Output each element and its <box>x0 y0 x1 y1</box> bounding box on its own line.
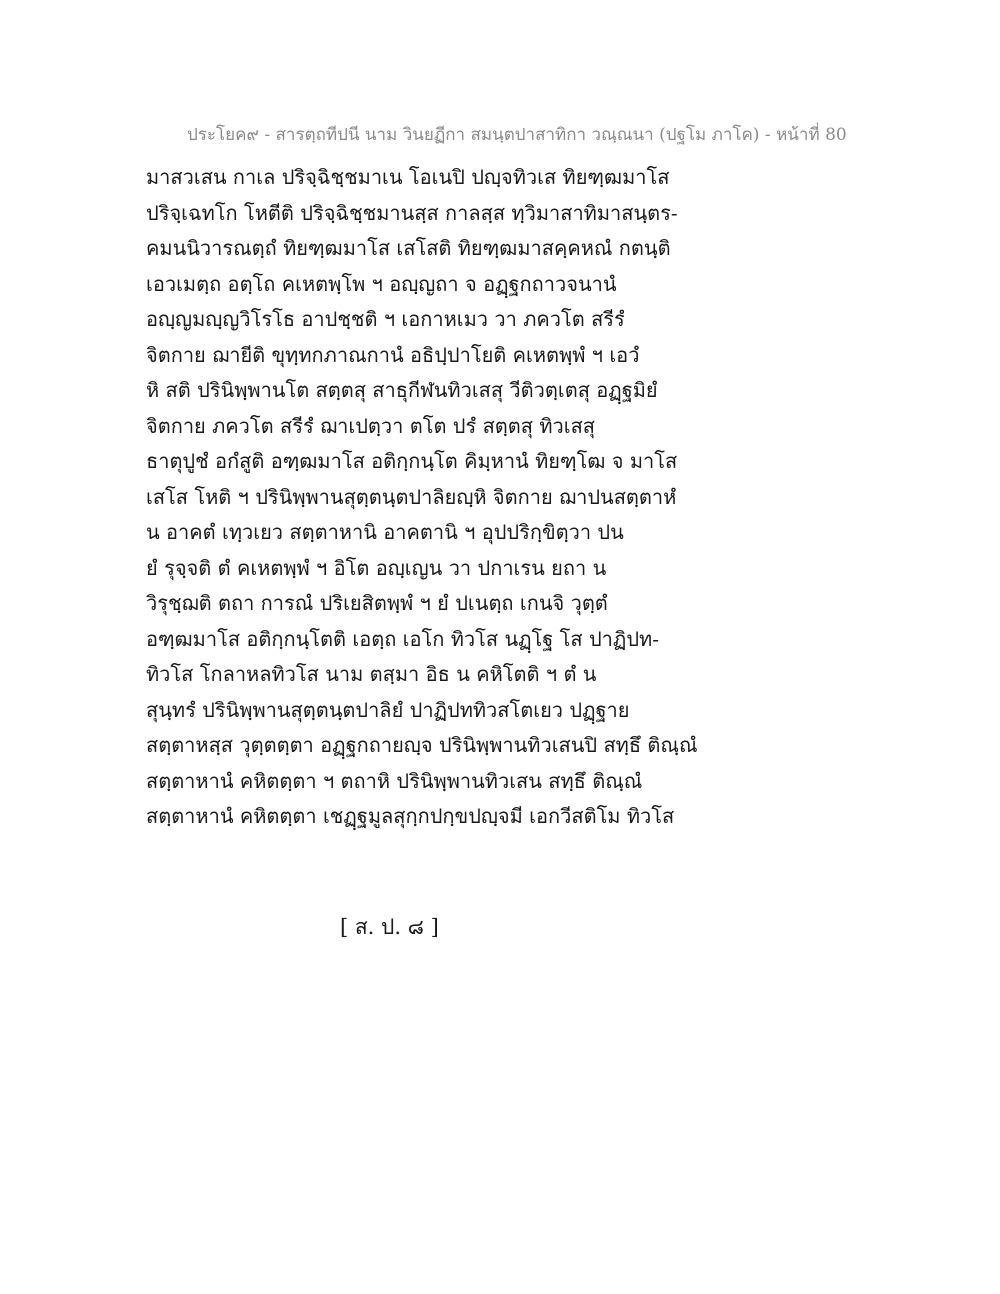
text-line: จิตกาย ฌายีติ ขุทฺทกภาณกานํ อธิปฺปาโยติ คเหตพฺพํ ฯ เอวํ <box>146 342 640 367</box>
text-line: สตฺตาหสฺส วุตฺตตฺตา อฏฺฐกถายญฺจ ปรินิพฺพานทิวเสนปิ สทฺธึ ติณฺณํ <box>146 733 698 757</box>
text-line: สตฺตาหานํ คหิตตฺตา เชฏฺฐมูลสุกฺกปกฺขปญฺจมี เอกวีสติโม ทิวโส <box>146 804 675 828</box>
text-line: เอวเมตฺถ อตฺโถ คเหตพฺโพ ฯ อญฺญถา จ อฏฺฐกถาวจนานํ <box>146 271 617 296</box>
text-line: สุนฺทรํ ปรินิพฺพานสุตฺตนฺตปาลิยํ ปาฏิปททิวสโตเยว ปฏฺฐาย <box>146 697 630 722</box>
text-line: วิรุชฺฌติ ตถา การณํ ปริเยสิตพฺพํ ฯ ยํ ปเนตฺถ เกนจิ วุตฺตํ <box>146 591 608 615</box>
text-line: ธาตุปูชํ อกํสูติ อฑฺฒมาโส อติกฺกนฺโต คิมฺหานํ ทิยฑฺโฒ จ มาโส <box>146 449 678 473</box>
text-line: มาสวเสน กาเล ปริจฺฉิชฺชมาเน โอเนปิ ปญฺจทิวเส ทิยฑฺฒมาโส <box>146 165 670 189</box>
body-text <box>146 160 846 835</box>
text-line: เสโส โหติ ฯ ปรินิพฺพานสุตฺตนฺตปาลิยญฺหิ จิตกาย ฌาปนสตฺตาหํ <box>146 484 677 509</box>
text-line: ยํ รุจฺจติ ตํ คเหตพฺพํ ฯ อิโต อญฺเญน วา ปกาเรน ยถา น <box>146 555 607 580</box>
text-line: อฑฺฒมาโส อติกฺกนฺโตติ เอตฺถ เอโก ทิวโส นฏฺโฐ โส ปาฏิปท- <box>146 626 659 651</box>
text-line: หิ สติ ปรินิพฺพานโต สตฺตสุ สาธุกีฬนทิวเสสุ วีติวตฺเตสุ อฏฺฐมิยํ <box>146 378 658 402</box>
page-reference: [ ส. ป. ๘ ] <box>340 915 439 939</box>
page-header: ประโยค๙ - สารตฺถทีปนี นาม วินยฏีกา สมนฺตปาสาทิกา วณฺณนา (ปฐโม ภาโค) - หน้าที่ 80 <box>187 125 847 145</box>
text-line: สตฺตาหานํ คหิตตฺตา ฯ ตถาหิ ปรินิพฺพานทิวเสน สทฺธึ ติณฺณํ <box>146 768 643 793</box>
text-line: ปริจฺเฉทโก โหตีติ ปริจฺฉิชฺชมานสฺส กาลสฺส ทฺวิมาสาทิมาสนฺตร- <box>146 200 678 225</box>
text-line: น อาคตํ เทฺวเยว สตฺตาหานิ อาคตานิ ฯ อุปปริกฺขิตฺวา ปน <box>146 520 624 544</box>
text-line: อญฺญมญฺญวิโรโธ อาปชฺชติ ฯ เอกาหเมว วา ภควโต สรีรํ <box>146 307 625 331</box>
text-line: จิตกาย ภควโต สรีรํ ฌาเปตฺวา ตโต ปรํ สตฺตสุ ทิวเสสุ <box>146 413 595 438</box>
text-line: คมนนิวารณตฺถํ ทิยฑฺฒมาโส เสโสติ ทิยฑฺฒมาสคฺคหณํ กตนฺติ <box>146 236 671 260</box>
text-line: ทิวโส โกลาหลทิวโส นาม ตสฺมา อิธ น คหิโตติ ฯ ตํ น <box>146 662 597 686</box>
